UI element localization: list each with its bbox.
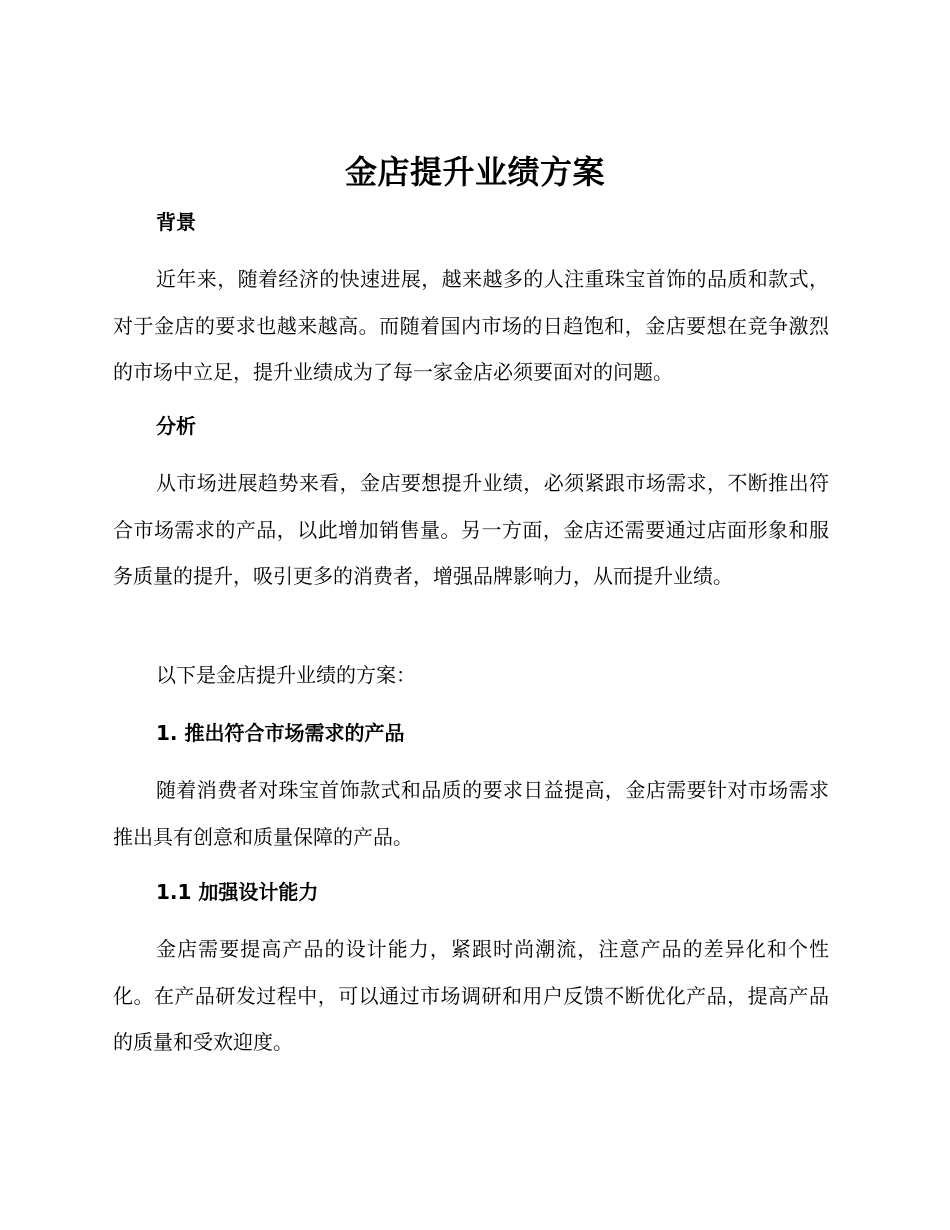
- section-heading-analysis: 分析: [156, 414, 196, 438]
- paragraph-background: 近年来，随着经济的快速进展，越来越多的人注重珠宝首饰的品质和款式，对于金店的要求也越来越高。而随着国内市场的日趋饱和，金店要想在竞争激烈的市场中立足，提升业绩成为了每一家金店必须要面对的问题。: [113, 267, 829, 384]
- paragraph-plan-intro: 以下是金店提升业绩的方案：: [156, 663, 416, 687]
- paragraph-item-1: 随着消费者对珠宝首饰款式和品质的要求日益提高，金店需要针对市场需求推出具有创意和质量保障的产品。: [113, 778, 829, 849]
- section-heading-item-1-1: 1.1 加强设计能力: [156, 880, 319, 904]
- section-heading-item-1: 1. 推出符合市场需求的产品: [156, 721, 405, 745]
- paragraph-analysis: 从市场进展趋势来看，金店要想提升业绩，必须紧跟市场需求，不断推出符合市场需求的产品，以此增加销售量。另一方面，金店还需要通过店面形象和服务质量的提升，吸引更多的消费者，增强品牌影响力，从而提升业绩。: [113, 471, 829, 588]
- section-heading-background: 背景: [156, 210, 196, 234]
- document-title: 金店提升业绩方案: [344, 153, 605, 191]
- paragraph-item-1-1: 金店需要提高产品的设计能力，紧跟时尚潮流，注意产品的差异化和个性化。在产品研发过程中，可以通过市场调研和用户反馈不断优化产品，提高产品的质量和受欢迎度。: [113, 937, 829, 1054]
